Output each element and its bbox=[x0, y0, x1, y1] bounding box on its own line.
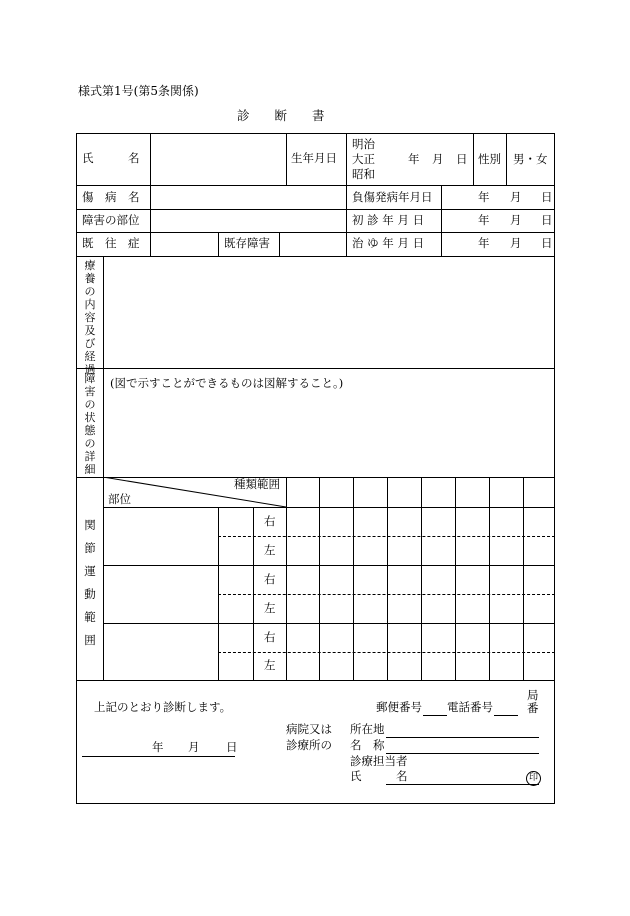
onset-day-unit: 日 bbox=[541, 190, 553, 204]
form-number: 様式第1号(第5条関係) bbox=[78, 84, 199, 98]
first-visit-day-unit: 日 bbox=[541, 213, 553, 227]
address-label: 所在地 bbox=[350, 722, 385, 736]
detail-label: 障害の状態の詳細 bbox=[84, 372, 96, 476]
joint-header-part: 部位 bbox=[108, 492, 131, 506]
dob-label: 生年月日 bbox=[291, 151, 337, 165]
cure-day-unit: 日 bbox=[541, 236, 553, 250]
treatment-label: 療養の内容及び経過 bbox=[84, 259, 96, 376]
joint-header-type: 種類範囲 bbox=[234, 477, 280, 491]
joint-range-label: 関節運動範囲 bbox=[84, 518, 96, 647]
footer-date-year: 年 bbox=[152, 740, 164, 754]
cure-year-unit: 年 bbox=[478, 236, 490, 250]
side-right-2: 右 bbox=[264, 572, 276, 586]
cure-month-unit: 月 bbox=[510, 236, 522, 250]
diagnosis-statement: 上記のとおり診断します。 bbox=[94, 700, 232, 714]
side-left-2: 左 bbox=[264, 601, 276, 615]
history-label: 既 往 症 bbox=[82, 236, 140, 250]
first-visit-label: 初 診 年 月 日 bbox=[352, 213, 425, 227]
era-meiji: 明治 bbox=[352, 137, 375, 151]
onset-year-unit: 年 bbox=[478, 190, 490, 204]
name-label: 氏 名 bbox=[82, 151, 140, 165]
seal-mark: 印 bbox=[526, 771, 541, 786]
dob-year-unit: 年 bbox=[408, 152, 420, 166]
era-taisho: 大正 bbox=[352, 152, 375, 166]
facility-line2: 診療所の bbox=[286, 738, 332, 752]
sex-value: 男・女 bbox=[513, 152, 548, 166]
facility-line1: 病院又は bbox=[286, 722, 332, 736]
side-left-1: 左 bbox=[264, 543, 276, 557]
detail-note: (図で示すことができるものは図解すること。) bbox=[110, 376, 344, 390]
first-visit-year-unit: 年 bbox=[478, 213, 490, 227]
dob-day-unit: 日 bbox=[456, 152, 468, 166]
injury-site-label: 障害の部位 bbox=[82, 213, 140, 227]
document-title: 診 断 書 bbox=[237, 108, 325, 123]
onset-date-label: 負傷発病年月日 bbox=[352, 190, 433, 204]
side-left-3: 左 bbox=[264, 658, 276, 672]
side-right-3: 右 bbox=[264, 630, 276, 644]
cure-date-label: 治 ゆ 年 月 日 bbox=[352, 236, 425, 250]
doctor-label: 診療担当者 bbox=[350, 754, 408, 768]
doctor-name-label: 氏 名 bbox=[350, 769, 408, 783]
side-right-1: 右 bbox=[264, 514, 276, 528]
facility-name-label: 名 称 bbox=[350, 738, 385, 752]
onset-month-unit: 月 bbox=[510, 190, 522, 204]
dob-month-unit: 月 bbox=[432, 152, 444, 166]
existing-disability-label: 既存障害 bbox=[224, 236, 270, 250]
postal-label: 郵便番号 bbox=[376, 700, 422, 714]
first-visit-month-unit: 月 bbox=[510, 213, 522, 227]
sex-label: 性別 bbox=[478, 152, 501, 166]
disease-label: 傷 病 名 bbox=[82, 190, 140, 204]
footer-date-month: 月 bbox=[188, 740, 200, 754]
bureau-label: 局 bbox=[527, 688, 539, 702]
number-label: 番 bbox=[527, 701, 539, 715]
footer-date-day: 日 bbox=[226, 740, 238, 754]
phone-label: 電話番号 bbox=[447, 700, 493, 714]
era-showa: 昭和 bbox=[352, 167, 375, 181]
